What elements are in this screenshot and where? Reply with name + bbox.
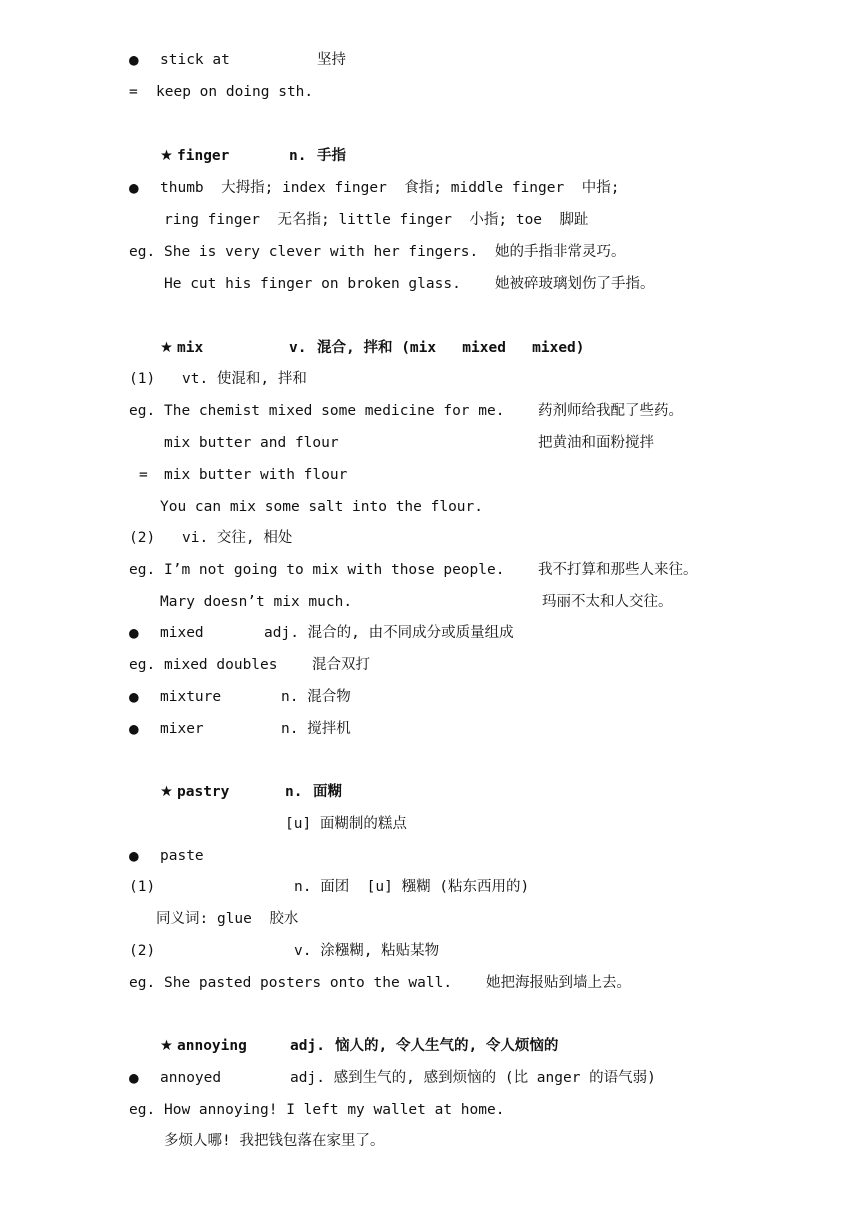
sense-definition: v. 涂糨糊, 粘贴某物: [294, 943, 440, 959]
bullet-icon: ●: [129, 846, 139, 865]
example-en: He cut his finger on broken glass.: [164, 276, 461, 292]
eg-label: eg.: [129, 244, 156, 260]
headword-meaning: 混合, 拌和 (mix mixed mixed): [317, 340, 585, 356]
derived-definition: adj. 感到生气的, 感到烦恼的 (比 anger 的语气弱): [290, 1070, 656, 1086]
phrase-stick-at: stick at: [160, 52, 230, 68]
example-en: How annoying! I left my wallet at home.: [164, 1102, 505, 1118]
derived-word: mixed: [160, 625, 204, 641]
example-en: She pasted posters onto the wall.: [164, 975, 453, 991]
derived-definition: adj. 混合的, 由不同成分或质量组成: [264, 625, 514, 641]
equivalent-phrase: keep on doing sth.: [156, 84, 314, 100]
bullet-icon: ●: [129, 687, 139, 706]
part-of-speech: adj.: [290, 1038, 325, 1054]
part-of-speech: n.: [285, 784, 303, 800]
sense-number: (2): [129, 943, 156, 959]
headword-meaning: 手指: [317, 148, 346, 164]
derived-word: mixture: [160, 689, 222, 705]
example-en: You can mix some salt into the flour.: [160, 499, 484, 515]
example-zh: 玛丽不太和人交往。: [542, 594, 673, 610]
bullet-icon: ●: [129, 50, 139, 69]
finger-vocab-line-2: ring finger 无名指; little finger 小指; toe 脚趾: [164, 212, 589, 228]
phrase-meaning: 坚持: [317, 52, 346, 68]
equals-sign: =: [129, 84, 138, 100]
finger-vocab-line-1: thumb 大拇指; index finger 食指; middle finger 中指;: [160, 180, 620, 196]
example-en: mixed doubles: [164, 657, 278, 673]
example-en: I’m not going to mix with those people.: [164, 562, 505, 578]
eg-label: eg.: [129, 657, 156, 673]
headword-meaning: 恼人的, 令人生气的, 令人烦恼的: [335, 1038, 559, 1054]
derived-definition: n. 搅拌机: [281, 721, 351, 737]
equivalent-phrase: mix butter with flour: [164, 467, 348, 483]
bullet-icon: ●: [129, 719, 139, 738]
sense-definition: n. 面团 [u] 糨糊 (粘东西用的): [294, 879, 530, 895]
sense-definition: vt. 使混和, 拌和: [182, 371, 307, 387]
derived-definition: n. 混合物: [281, 689, 351, 705]
star-icon: ★: [160, 784, 173, 800]
headword-meaning-2: [u] 面糊制的糕点: [285, 816, 407, 832]
example-en: The chemist mixed some medicine for me.: [164, 403, 505, 419]
example-zh: 她把海报贴到墙上去。: [486, 975, 631, 991]
bullet-icon: ●: [129, 178, 139, 197]
bullet-icon: ●: [129, 623, 139, 642]
headword-finger: finger: [177, 148, 230, 164]
example-zh: 我不打算和那些人来往。: [538, 562, 698, 578]
star-icon: ★: [160, 1038, 173, 1054]
part-of-speech: n.: [289, 148, 307, 164]
star-icon: ★: [160, 340, 173, 356]
eg-label: eg.: [129, 562, 156, 578]
headword-pastry: pastry: [177, 784, 230, 800]
example-zh: 她被碎玻璃划伤了手指。: [495, 276, 655, 292]
derived-word: annoyed: [160, 1070, 222, 1086]
derived-word: paste: [160, 848, 204, 864]
star-icon: ★: [160, 148, 173, 164]
part-of-speech: v.: [289, 340, 307, 356]
eg-label: eg.: [129, 403, 156, 419]
synonym-line: 同义词: glue 胶水: [156, 911, 299, 927]
sense-number: (1): [129, 879, 156, 895]
derived-word: mixer: [160, 721, 204, 737]
example-en: mix butter and flour: [164, 435, 339, 451]
example-zh: 药剂师给我配了些药。: [538, 403, 683, 419]
eg-label: eg.: [129, 1102, 156, 1118]
headword-annoying: annoying: [177, 1038, 247, 1054]
example-en: She is very clever with her fingers.: [164, 244, 479, 260]
sense-definition: vi. 交往, 相处: [182, 530, 293, 546]
headword-mix: mix: [177, 340, 204, 356]
example-zh: 她的手指非常灵巧。: [495, 244, 626, 260]
headword-meaning: 面糊: [313, 784, 342, 800]
example-zh: 把黄油和面粉搅拌: [538, 435, 654, 451]
example-zh: 多烦人哪! 我把钱包落在家里了。: [164, 1133, 385, 1149]
equals-sign: =: [139, 467, 148, 483]
sense-number: (1): [129, 371, 156, 387]
bullet-icon: ●: [129, 1068, 139, 1087]
eg-label: eg.: [129, 975, 156, 991]
sense-number: (2): [129, 530, 156, 546]
example-zh: 混合双打: [312, 657, 370, 673]
example-en: Mary doesn’t mix much.: [160, 594, 353, 610]
